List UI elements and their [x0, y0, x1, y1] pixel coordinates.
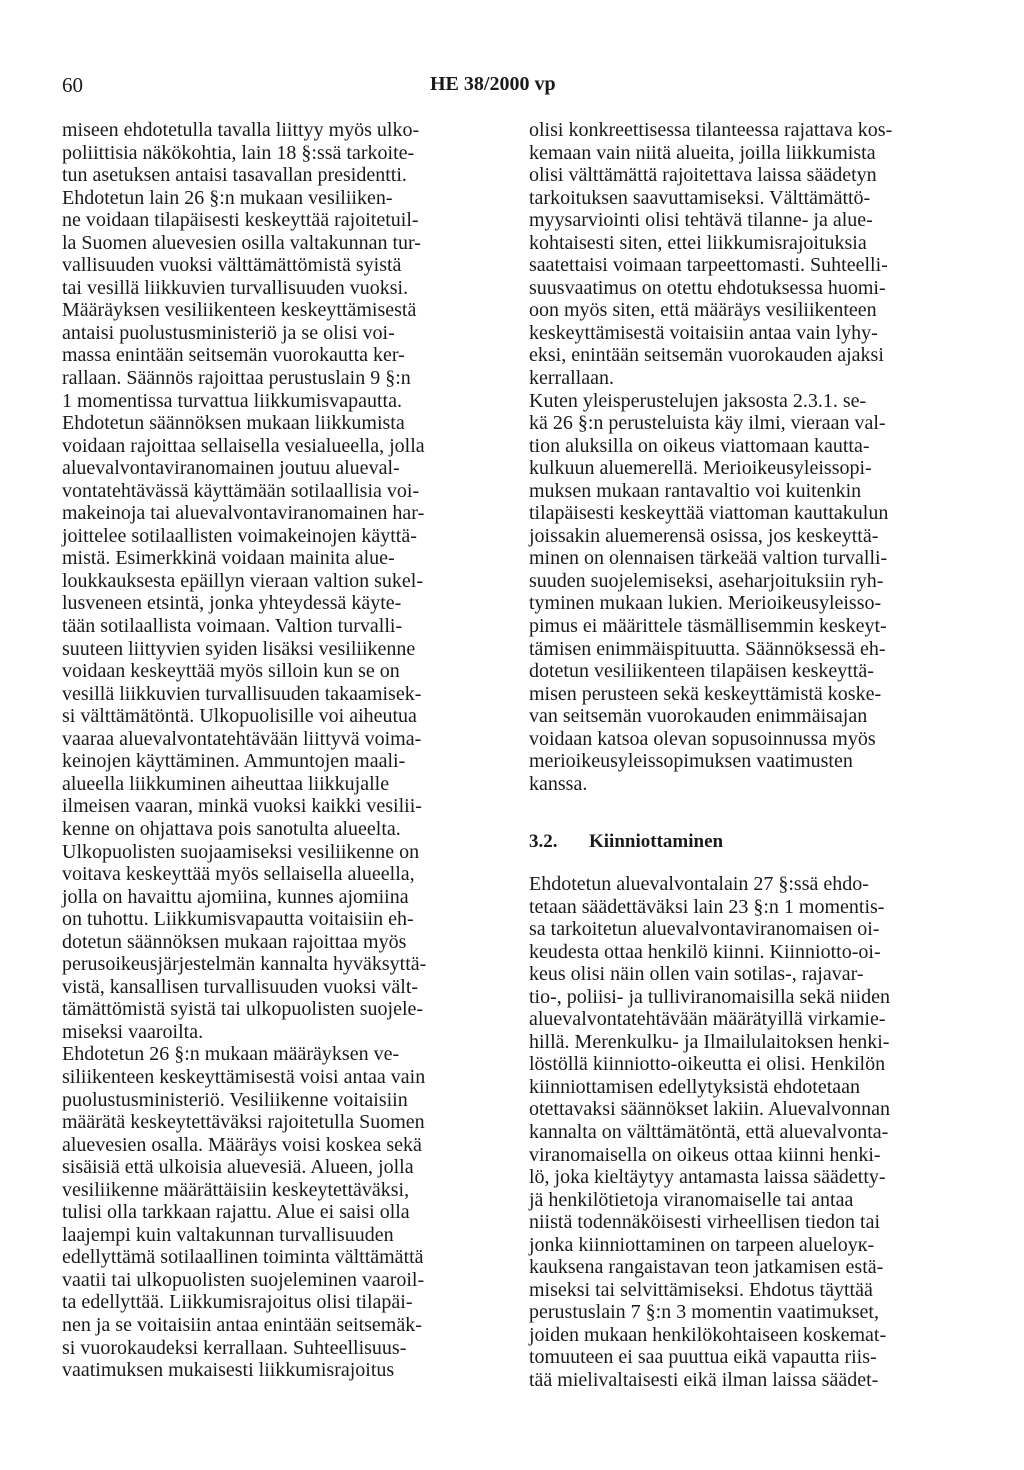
spacer [529, 854, 965, 873]
text-line: jolla on havaittu ajomiina, kunnes ajomiina [62, 885, 409, 908]
text-line: aluevalvontaviranomainen joutuu alueval- [62, 457, 400, 480]
text-line: Ehdotetun aluevalvontalain 27 §:ssä ehdo- [529, 872, 869, 895]
text-line: vontatehtävässä käyttämään sotilaallisia voi- [62, 479, 420, 502]
text-line: suusvaatimus on otettu ehdotuksessa huomi- [529, 276, 886, 299]
text-line: tetaan säädettäväksi lain 23 §:n 1 momentis- [529, 895, 885, 918]
text-line: antaisi puolustusministeriö ja se olisi voi- [62, 321, 395, 344]
text-line: tää mielivaltaisesti eikä ilman laissa säädet- [529, 1368, 879, 1391]
text-line: van seitsemän vuorokauden enimmäisajan [529, 705, 868, 728]
text-line: joiden mukaan henkilökohtaiseen koskemat- [529, 1323, 887, 1346]
text-line: ne voidaan tilapäisesti keskeyttää rajoitetuil- [62, 209, 419, 232]
text-line: otettavaksi säännökset lakiin. Aluevalvonnan [529, 1098, 891, 1121]
text-line: mistä. Esimerkkinä voidaan mainita alue- [62, 547, 395, 570]
text-line: misen perusteen sekä keskeyttämistä koske- [529, 682, 882, 705]
text-line: loukkauksesta epäillyn vieraan valtion sukel- [62, 569, 424, 592]
text-line: tomuuteen ei saa puuttua eikä vapautta riis- [529, 1346, 877, 1369]
text-line: joittelee sotilaallisten voimakeinojen käyttä- [62, 524, 417, 547]
text-line: makeinoja tai aluevalvontaviranomainen har- [62, 502, 425, 525]
text-line: Ehdotetun lain 26 §:n mukaan vesiliiken- [62, 186, 393, 209]
text-line: eksi, enintään seitsemän vuorokauden ajaksi [529, 344, 884, 367]
text-line: kemaan vain niitä alueita, joilla liikkumista [529, 141, 876, 164]
text-line: siliikenteen keskeyttämisestä voisi antaa vain [62, 1065, 426, 1088]
text-line: olisi konkreettisessa tilanteessa rajattava kos- [529, 119, 893, 141]
text-line: dotetun säännöksen mukaan rajoittaa myös [62, 930, 407, 953]
text-line: vesillä liikkuvien turvallisuuden takaamisek- [62, 682, 422, 705]
right-column-text-b [529, 873, 965, 1392]
text-line: suuden suojelemiseksi, aseharjoituksiin ryh- [529, 569, 884, 592]
text-line: kannalta on välttämätöntä, että aluevalvonta- [529, 1120, 889, 1143]
right-column [529, 119, 965, 1392]
text-line: kanssa. [529, 772, 588, 795]
text-line: tai vesillä liikkuvien turvallisuuden vuoksi. [62, 276, 409, 299]
text-line: laajempi kuin valtakunnan turvallisuuden [62, 1223, 394, 1246]
text-line: voitava keskeyttää myös sellaisella alueella, [62, 863, 415, 886]
text-line: miseksi tai selvittämiseksi. Ehdotus täyttää [529, 1278, 873, 1301]
text-line: rallaan. Säännös rajoittaa perustuslain 9 §:n [62, 367, 411, 390]
text-line: sisäisiä että ulkoisia aluevesiä. Alueen, jolla [62, 1156, 414, 1179]
text-line: kenne on ohjattava pois sanotulta alueelta. [62, 817, 401, 840]
text-line: on tuhottu. Liikkumisvapautta voitaisiin eh- [62, 908, 414, 931]
text-line: si vuorokaudeksi kerrallaan. Suhteellisuus- [62, 1336, 407, 1359]
text-line: nen ja se voitaisiin antaa enintään seitsemäk- [62, 1313, 422, 1336]
text-line: Määräyksen vesiliikenteen keskeyttämisestä [62, 299, 417, 322]
text-line: dotetun vesiliikenteen tilapäisen keskeyttä- [529, 660, 874, 683]
text-line: vaatimuksen mukaisesti liikkumisrajoitus [62, 1359, 395, 1382]
text-line: voidaan rajoittaa sellaisella vesialueella, jolla [62, 434, 425, 457]
text-line: kauksena rangaistavan teon jatkamisen estä- [529, 1256, 884, 1279]
text-line: massa enintään seitsemän vuorokautta ker- [62, 344, 405, 367]
text-line: vistä, kansallisen turvallisuuden vuoksi vält- [62, 975, 419, 998]
text-line: tion aluksilla on oikeus viattomaan kautta- [529, 434, 870, 457]
text-line: viranomaisella on oikeus ottaa kiinni henki- [529, 1143, 881, 1166]
text-line: puolustusministeriö. Vesiliikenne voitaisiin [62, 1088, 408, 1111]
section-heading [529, 831, 965, 854]
text-line: jä henkilötietoja viranomaiselle tai antaa [529, 1188, 854, 1211]
text-line: aluevesien osalla. Määräys voisi koskea sekä [62, 1133, 422, 1156]
text-line: keus olisi näin ollen vain sotilas-, rajavar- [529, 963, 864, 986]
text-line: hillä. Merenkulku- ja Ilmailulaitoksen henki- [529, 1030, 890, 1053]
text-line: vallisuuden vuoksi välttämättömistä syistä [62, 254, 402, 277]
text-line: Ehdotetun 26 §:n mukaan määräyksen ve- [62, 1043, 400, 1066]
text-line: oon myös siten, että määräys vesiliikenteen [529, 299, 877, 322]
text-line: perustuslain 7 §:n 3 momentin vaatimukset, [529, 1301, 879, 1324]
document-id: HE 38/2000 vp [430, 73, 556, 95]
text-line: suuteen liittyvien syiden lisäksi vesiliikenne [62, 637, 416, 660]
section-title: Kiinniottaminen [589, 831, 724, 853]
text-line: alueella liikkuminen aiheuttaa liikkujalle [62, 772, 390, 795]
text-line: sa tarkoitetun aluevalvontaviranomaisen oi- [529, 918, 880, 941]
section-number: 3.2. [529, 831, 558, 853]
text-line: la Suomen aluevesien osilla valtakunnan tur- [62, 231, 421, 254]
text-line: vaatii tai ulkopuolisten suojeleminen vaaroil- [62, 1268, 425, 1291]
text-line: niistä todennäköisesti virheellisen tiedon tai [529, 1211, 881, 1234]
text-line: si välttämätöntä. Ulkopuolisille voi aiheutua [62, 705, 417, 728]
text-line: myysarviointi olisi tehtävä tilanne- ja alue- [529, 209, 873, 232]
text-line: tarkoituksen saavuttamiseksi. Välttämättö- [529, 186, 871, 209]
text-line: voidaan keskeyttää myös silloin kun se on [62, 660, 400, 683]
text-line: saatettaisi voimaan tarpeettomasti. Suhteelli- [529, 254, 888, 277]
text-line: voidaan katsoa olevan sopusoinnussa myös [529, 727, 876, 750]
text-line: lö, joka kieltäytyy antamasta laissa säädetty- [529, 1166, 886, 1189]
text-line: Kuten yleisperustelujen jaksosta 2.3.1. se- [529, 389, 867, 412]
text-line: jonka kiinniottaminen on tarpeen alueloук- [529, 1233, 875, 1256]
text-line: miseksi vaaroilta. [62, 1020, 204, 1043]
text-line: aluevalvontatehtävään määrätyillä virkamie- [529, 1008, 886, 1031]
left-column [62, 119, 502, 1382]
text-line: Ehdotetun säännöksen mukaan liikkumista [62, 412, 405, 435]
text-line: tulisi olla tarkkaan rajattu. Alue ei saisi olla [62, 1201, 410, 1224]
text-line: löstöllä kiinniotto-oikeutta ei olisi. Henkilön [529, 1053, 886, 1076]
text-line: kohtaisesti siten, ettei liikkumisrajoituksia [529, 231, 867, 254]
text-line: tämättömistä syistä tai ulkopuolisten suojele- [62, 998, 424, 1021]
text-line: poliittisia näkökohtia, lain 18 §:ssä tarkoite- [62, 141, 415, 164]
text-line: tyminen mukaan lukien. Merioikeusyleisso- [529, 592, 882, 615]
right-column-text-a [529, 119, 965, 795]
text-line: kä 26 §:n perusteluista käy ilmi, vieraan val- [529, 412, 886, 435]
spacer [529, 795, 965, 831]
page-number: 60 [62, 73, 83, 97]
text-line: kerrallaan. [529, 367, 614, 390]
text-line: kiinniottamisen edellytyksistä ehdotetaan [529, 1075, 861, 1098]
text-line: ta edellyttää. Liikkumisrajoitus olisi tilapäi- [62, 1291, 413, 1314]
text-line: merioikeusyleissopimuksen vaatimusten [529, 750, 853, 773]
text-line: edellyttämä sotilaallinen toiminta välttämättä [62, 1246, 424, 1269]
text-line: keudesta ottaa henkilö kiinni. Kiinniotto-oi- [529, 940, 881, 963]
text-line: 1 momentissa turvattua liikkumisvapautta. [62, 389, 402, 412]
text-line: ilmeisen vaaran, minkä vuoksi kaikki vesilii- [62, 795, 422, 818]
text-line: vesiliikenne määrättäisiin keskeytettäväksi, [62, 1178, 410, 1201]
text-line: lusveneen etsintä, jonka yhteydessä käyte- [62, 592, 402, 615]
text-line: tun asetuksen antaisi tasavallan presidentti. [62, 164, 407, 187]
text-line: määrätä keskeytettäväksi rajoitetulla Suomen [62, 1111, 425, 1134]
text-line: tilapäisesti keskeyttää viattoman kauttakulun [529, 502, 889, 525]
text-line: miseen ehdotetulla tavalla liittyy myös ulko- [62, 119, 420, 141]
text-line: perusoikeusjärjestelmän kannalta hyväksyttä- [62, 953, 427, 976]
text-line: keinojen käyttäminen. Ammuntojen maali- [62, 750, 406, 773]
text-line: olisi välttämättä rajoitettava laissa säädetyn [529, 164, 877, 187]
text-line: joissakin aluemerensä osissa, jos keskeyttä- [529, 524, 879, 547]
text-line: keskeyttämisestä voitaisiin antaa vain lyhy- [529, 321, 878, 344]
text-line: vaaraa aluevalvontatehtävään liittyvä voima- [62, 727, 422, 750]
text-line: tio-, poliisi- ja tulliviranomaisilla sekä niiden [529, 985, 891, 1008]
text-line: minen on olennaisen tärkeää valtion turvalli- [529, 547, 888, 570]
text-line: pimus ei määrittele täsmällisemmin keskeyt- [529, 615, 887, 638]
text-line: muksen mukaan rantavaltio voi kuitenkin [529, 479, 862, 502]
text-line: kulkuun aluemerellä. Merioikeusyleissopi- [529, 457, 872, 480]
text-line: tämisen enimmäispituutta. Säännöksessä eh- [529, 637, 886, 660]
text-line: Ulkopuolisten suojaamiseksi vesiliikenne on [62, 840, 420, 863]
text-line: tään sotilaallista voimaan. Valtion turvalli- [62, 615, 403, 638]
